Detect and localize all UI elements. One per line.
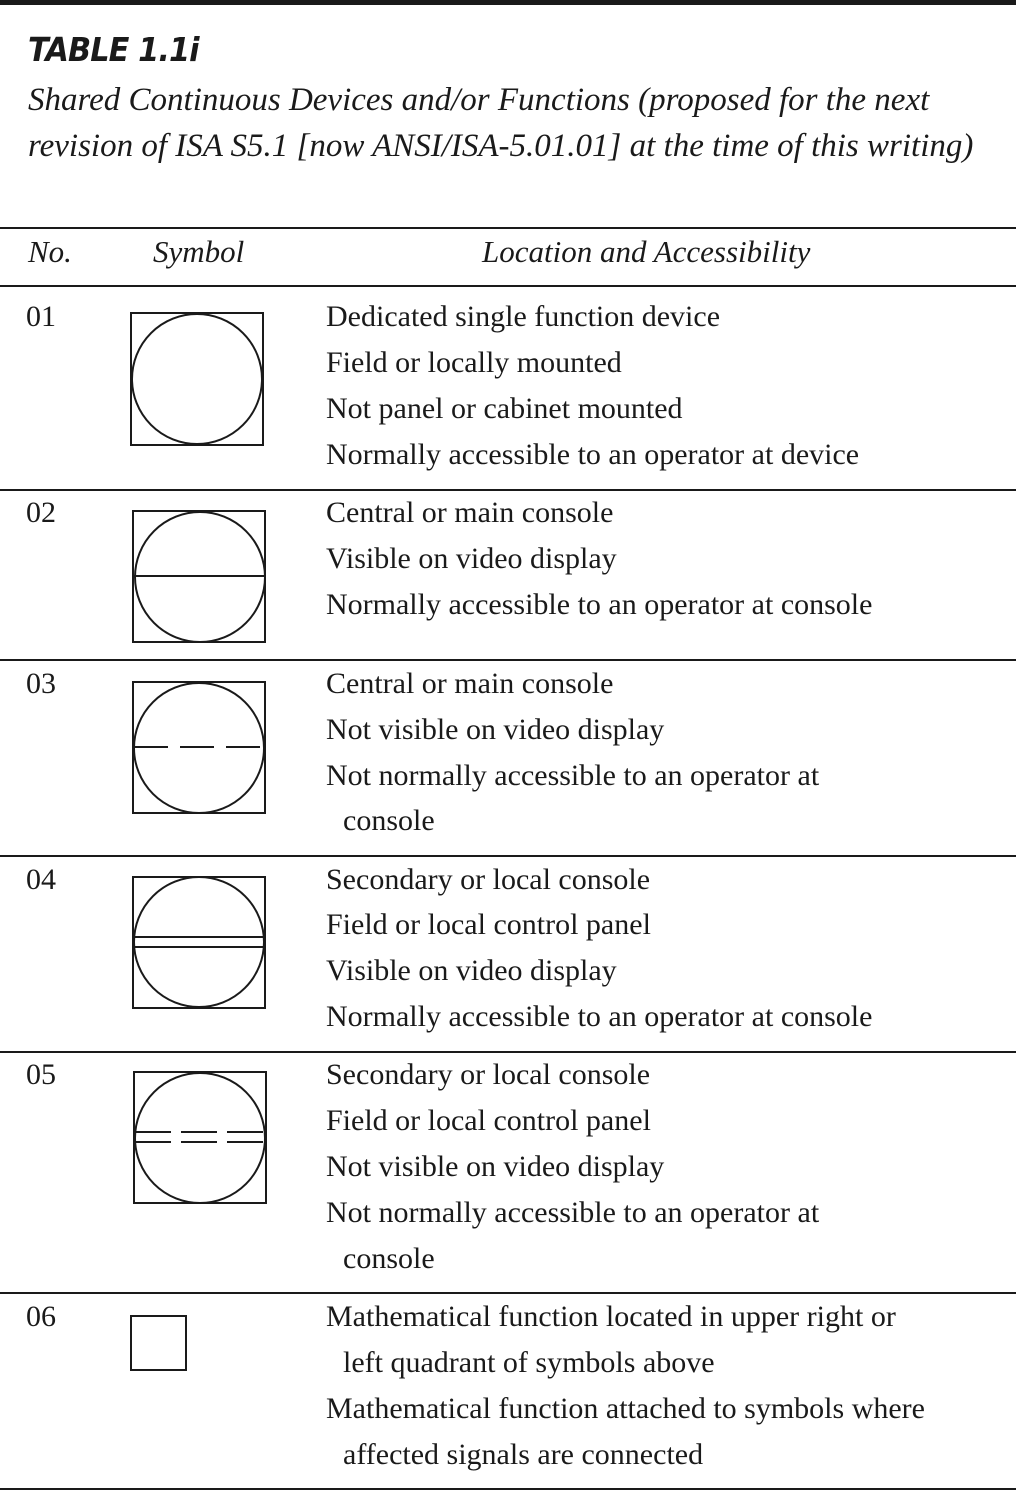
column-header-location: Location and Accessibility [482, 234, 811, 269]
title-rule [0, 227, 1016, 229]
column-header-symbol: Symbol [153, 234, 245, 269]
row-divider [0, 1292, 1016, 1294]
shared-device-symbol-03 [132, 681, 268, 815]
location-line: Not visible on video display [326, 1150, 665, 1183]
row-number: 06 [26, 1300, 56, 1333]
location-line: Normally accessible to an operator at console [326, 588, 873, 621]
location-line: Not panel or cabinet mounted [326, 392, 683, 425]
row-number: 01 [26, 300, 56, 333]
row-number: 03 [26, 667, 56, 700]
location-line: Central or main console [326, 667, 614, 700]
row-divider [0, 659, 1016, 661]
location-line: Mathematical function attached to symbols where [326, 1392, 925, 1425]
header-rule [0, 285, 1016, 287]
location-line: Not visible on video display [326, 713, 665, 746]
row-number: 02 [26, 496, 56, 529]
row-divider [0, 1051, 1016, 1053]
shared-device-symbol-02 [132, 510, 268, 644]
location-line: affected signals are connected [343, 1438, 704, 1471]
location-line: Field or locally mounted [326, 346, 622, 379]
row-number: 04 [26, 863, 56, 896]
table-label: TABLE 1.1i [28, 30, 199, 69]
row-number: 05 [26, 1058, 56, 1091]
location-line: Not normally accessible to an operator at [326, 759, 820, 792]
location-line: Visible on video display [326, 542, 617, 575]
location-line: console [343, 1242, 435, 1275]
location-line: Mathematical function located in upper right or [326, 1300, 896, 1333]
location-line: Not normally accessible to an operator at [326, 1196, 820, 1229]
location-line: console [343, 804, 435, 837]
row-divider [0, 855, 1016, 857]
shared-device-symbol-05 [133, 1071, 269, 1205]
top-rule [0, 0, 1016, 5]
location-line: Secondary or local console [326, 1058, 651, 1091]
table-title: Shared Continuous Devices and/or Functions (proposed for the next revision of ISA S5.1 [now ANSI/ISA-5.01.01] at the time of this writing) [28, 82, 974, 164]
location-line: Visible on video display [326, 954, 617, 987]
row-divider [0, 489, 1016, 491]
bottom-rule [0, 1488, 1016, 1490]
shared-device-symbol-01 [130, 312, 264, 446]
location-line: Field or local control panel [326, 908, 651, 941]
location-line: Field or local control panel [326, 1104, 651, 1137]
location-line: Normally accessible to an operator at device [326, 438, 860, 471]
location-line: Dedicated single function device [326, 300, 721, 333]
location-line: Secondary or local console [326, 863, 651, 896]
column-header-no: No. [28, 234, 72, 269]
location-line: left quadrant of symbols above [343, 1346, 715, 1379]
location-line: Normally accessible to an operator at console [326, 1000, 873, 1033]
math-function-symbol [130, 1315, 188, 1373]
location-line: Central or main console [326, 496, 614, 529]
shared-device-symbol-04 [132, 876, 268, 1010]
